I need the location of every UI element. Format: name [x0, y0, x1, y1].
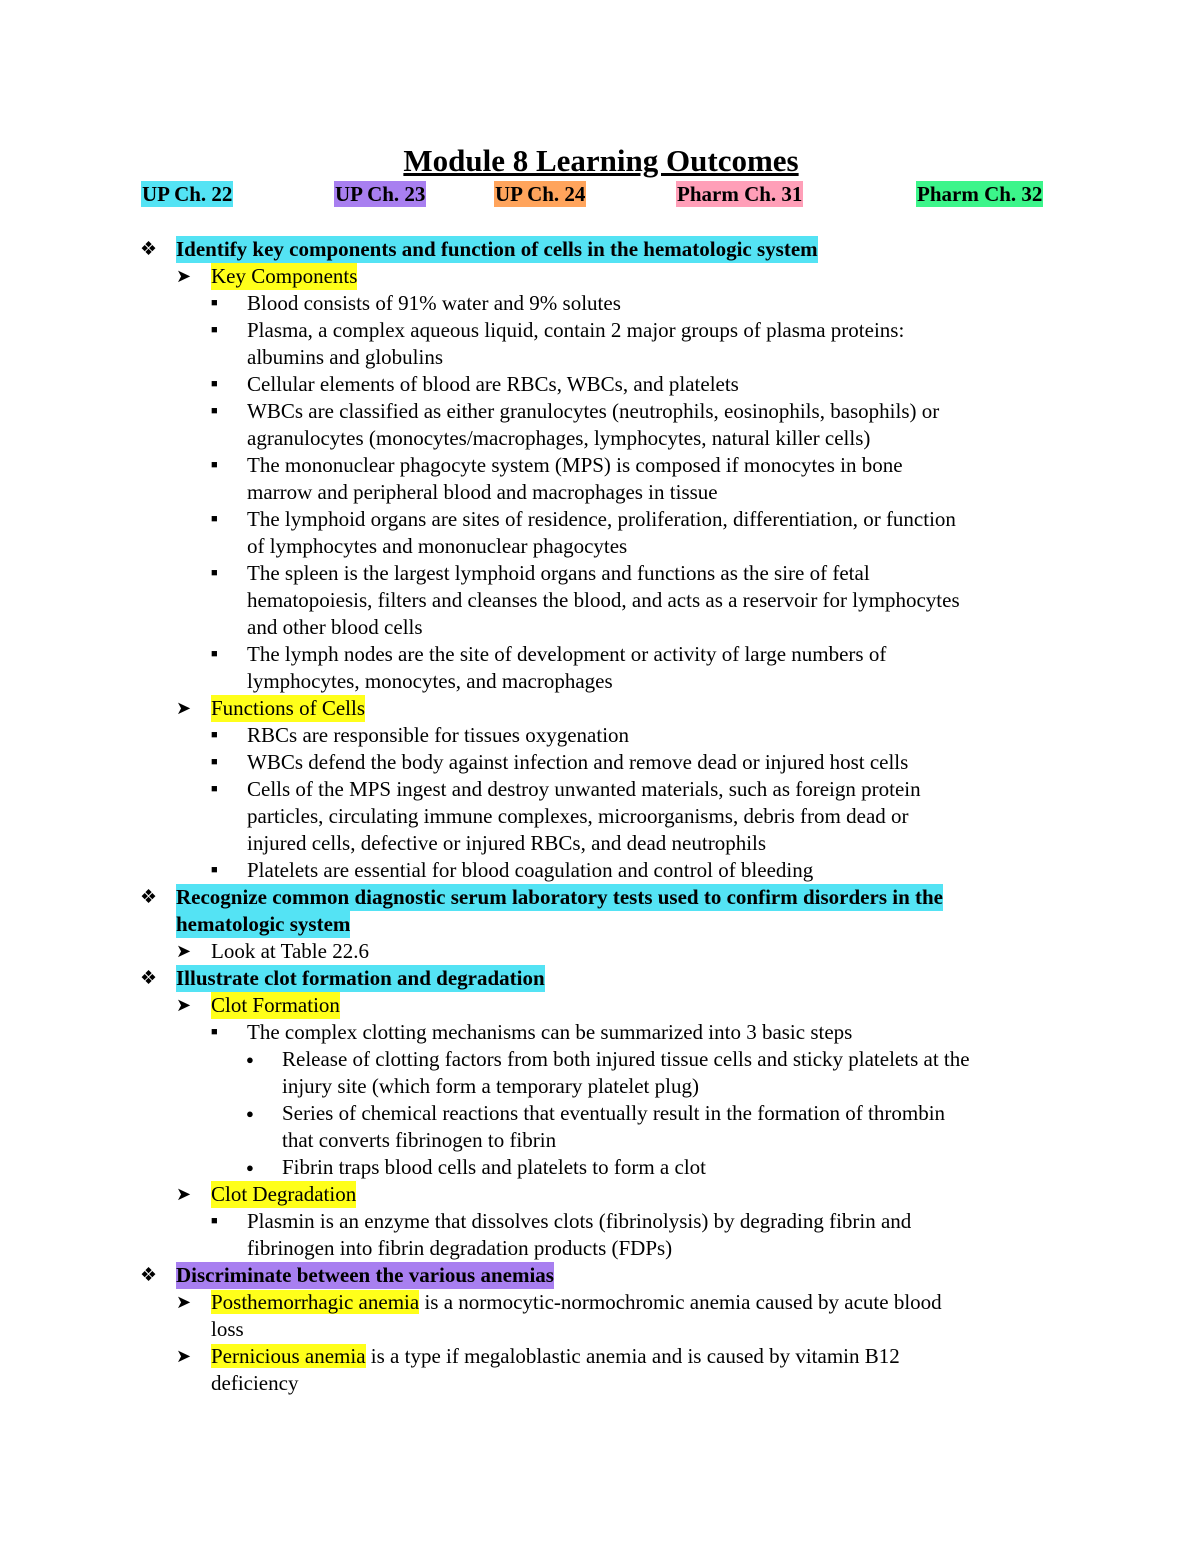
page-title [0, 141, 1200, 181]
outcome-heading-text: Identify key components and function of cells in the hematologic system [176, 237, 818, 261]
list-item-continuation [0, 344, 1200, 371]
list-item-text: fibrinogen into fibrin degradation products (FDPs) [247, 1236, 673, 1260]
list-item-text: agranulocytes (monocytes/macrophages, lymphocytes, natural killer cells) [247, 426, 871, 450]
anemia-item-continuation [0, 1316, 1200, 1343]
outcome-heading-text: Recognize common diagnostic serum laboratory tests used to confirm disorders in the [176, 885, 943, 909]
step-item-text: Series of chemical reactions that eventually result in the formation of thrombin [282, 1101, 946, 1125]
subheading [0, 992, 1200, 1019]
list-item-text: Blood consists of 91% water and 9% solutes [247, 291, 621, 315]
list-item-text: albumins and globulins [247, 345, 443, 369]
arrowhead-bullet-icon: ➤ [176, 698, 192, 718]
list-item-continuation [0, 425, 1200, 452]
square-bullet-icon: ■ [211, 459, 218, 471]
chapter-chip-pharm-32: Pharm Ch. 32 [917, 182, 1043, 206]
list-item-continuation [0, 479, 1200, 506]
list-item-continuation [0, 1235, 1200, 1262]
square-bullet-icon: ■ [211, 1215, 218, 1227]
chapter-chip-up-24: UP Ch. 24 [495, 182, 586, 206]
arrowhead-bullet-icon: ➤ [176, 1346, 192, 1366]
outline [0, 236, 1200, 1397]
square-bullet-icon: ■ [211, 648, 218, 660]
subheading-text: Functions of Cells [211, 696, 366, 720]
list-item-text: hematopoiesis, filters and cleanses the blood, and acts as a reservoir for lymphocytes [247, 588, 960, 612]
list-item-text: marrow and peripheral blood and macrophages in tissue [247, 480, 718, 504]
step-item-continuation [0, 1073, 1200, 1100]
round-bullet-icon: ● [246, 1106, 254, 1121]
chapter-legend [0, 181, 1200, 211]
list-item [0, 1019, 1200, 1046]
anemia-item [0, 1289, 1200, 1316]
list-item-text: Cellular elements of blood are RBCs, WBCs, and platelets [247, 372, 739, 396]
anemia-item-text [211, 1289, 942, 1316]
list-item [0, 506, 1200, 533]
round-bullet-icon: ● [246, 1052, 254, 1067]
chapter-chip-pharm-31: Pharm Ch. 31 [677, 182, 803, 206]
square-bullet-icon: ■ [211, 864, 218, 876]
square-bullet-icon: ■ [211, 378, 218, 390]
list-item-text: The lymph nodes are the site of development or activity of large numbers of [247, 642, 887, 666]
diamond-bullet-icon: ❖ [140, 968, 158, 989]
square-bullet-icon: ■ [211, 324, 218, 336]
list-item-text: of lymphocytes and mononuclear phagocytes [247, 534, 628, 558]
outcome-heading-text: Discriminate between the various anemias [176, 1263, 554, 1287]
anemia-description: is a type if megaloblastic anemia and is caused by vitamin B12 [365, 1344, 900, 1368]
square-bullet-icon: ■ [211, 405, 218, 417]
list-item-text: Plasma, a complex aqueous liquid, contain 2 major groups of plasma proteins: [247, 318, 905, 342]
list-item-text: particles, circulating immune complexes, microorganisms, debris from dead or [247, 804, 909, 828]
list-item-text: RBCs are responsible for tissues oxygenation [247, 723, 630, 747]
square-bullet-icon: ■ [211, 1026, 218, 1038]
arrowhead-bullet-icon: ➤ [176, 1292, 192, 1312]
list-item-continuation [0, 668, 1200, 695]
anemia-description: deficiency [211, 1371, 299, 1395]
arrowhead-bullet-icon: ➤ [176, 941, 192, 961]
square-bullet-icon: ■ [211, 756, 218, 768]
outcome-heading [0, 965, 1200, 992]
list-item-text: The mononuclear phagocyte system (MPS) is composed if monocytes in bone [247, 453, 903, 477]
list-item [0, 857, 1200, 884]
list-item-continuation [0, 830, 1200, 857]
list-item [0, 371, 1200, 398]
subheading-text: Key Components [211, 264, 358, 288]
subheading-text: Look at Table 22.6 [211, 939, 369, 963]
square-bullet-icon: ■ [211, 729, 218, 741]
outcome-heading [0, 236, 1200, 263]
step-item [0, 1046, 1200, 1073]
outcome-heading [0, 884, 1200, 911]
anemia-term: Pernicious anemia [211, 1344, 366, 1368]
step-item-text: that converts fibrinogen to fibrin [282, 1128, 557, 1152]
list-item [0, 749, 1200, 776]
subheading [0, 938, 1200, 965]
outcome-heading-text: Illustrate clot formation and degradation [176, 966, 545, 990]
step-item-text: injury site (which form a temporary platelet plug) [282, 1074, 699, 1098]
arrowhead-bullet-icon: ➤ [176, 266, 192, 286]
diamond-bullet-icon: ❖ [140, 887, 158, 908]
list-item [0, 452, 1200, 479]
outcome-heading-continuation [0, 911, 1200, 938]
diamond-bullet-icon: ❖ [140, 1265, 158, 1286]
list-item [0, 1208, 1200, 1235]
step-item-text: Release of clotting factors from both injured tissue cells and sticky platelets at the [282, 1047, 970, 1071]
list-item-text: lymphocytes, monocytes, and macrophages [247, 669, 613, 693]
subheading [0, 1181, 1200, 1208]
list-item-text: WBCs are classified as either granulocytes (neutrophils, eosinophils, basophils) or [247, 399, 940, 423]
step-item [0, 1154, 1200, 1181]
anemia-item-continuation [0, 1370, 1200, 1397]
outcome-heading [0, 1262, 1200, 1289]
list-item [0, 398, 1200, 425]
round-bullet-icon: ● [246, 1160, 254, 1175]
diamond-bullet-icon: ❖ [140, 239, 158, 260]
page-title-text: Module 8 Learning Outcomes [403, 143, 799, 178]
list-item-continuation [0, 614, 1200, 641]
list-item [0, 290, 1200, 317]
step-item [0, 1100, 1200, 1127]
list-item [0, 560, 1200, 587]
square-bullet-icon: ■ [211, 783, 218, 795]
step-item-text: Fibrin traps blood cells and platelets to form a clot [282, 1155, 706, 1179]
list-item [0, 776, 1200, 803]
arrowhead-bullet-icon: ➤ [176, 1184, 192, 1204]
anemia-item [0, 1343, 1200, 1370]
list-item [0, 317, 1200, 344]
list-item-continuation [0, 533, 1200, 560]
list-item-text: Platelets are essential for blood coagulation and control of bleeding [247, 858, 814, 882]
list-item-text: WBCs defend the body against infection and remove dead or injured host cells [247, 750, 909, 774]
list-item-continuation [0, 803, 1200, 830]
list-item-text: Plasmin is an enzyme that dissolves clots (fibrinolysis) by degrading fibrin and [247, 1209, 912, 1233]
list-item-text: and other blood cells [247, 615, 423, 639]
arrowhead-bullet-icon: ➤ [176, 995, 192, 1015]
list-item-text: injured cells, defective or injured RBCs, and dead neutrophils [247, 831, 767, 855]
anemia-description: is a normocytic-normochromic anemia caused by acute blood [419, 1290, 942, 1314]
square-bullet-icon: ■ [211, 513, 218, 525]
square-bullet-icon: ■ [211, 297, 218, 309]
list-item-text: The lymphoid organs are sites of residence, proliferation, differentiation, or function [247, 507, 956, 531]
list-item [0, 641, 1200, 668]
list-item-text: The complex clotting mechanisms can be summarized into 3 basic steps [247, 1020, 853, 1044]
anemia-item-text [211, 1343, 900, 1370]
subheading-text: Clot Formation [211, 993, 340, 1017]
subheading-text: Clot Degradation [211, 1182, 357, 1206]
step-item-continuation [0, 1127, 1200, 1154]
list-item-text: The spleen is the largest lymphoid organs and functions as the sire of fetal [247, 561, 870, 585]
subheading [0, 695, 1200, 722]
anemia-description: loss [211, 1317, 244, 1341]
chapter-chip-up-22: UP Ch. 22 [142, 182, 233, 206]
subheading [0, 263, 1200, 290]
square-bullet-icon: ■ [211, 567, 218, 579]
chapter-chip-up-23: UP Ch. 23 [335, 182, 426, 206]
anemia-term: Posthemorrhagic anemia [211, 1290, 420, 1314]
outcome-heading-text: hematologic system [176, 912, 351, 936]
list-item [0, 722, 1200, 749]
list-item-text: Cells of the MPS ingest and destroy unwanted materials, such as foreign protein [247, 777, 921, 801]
list-item-continuation [0, 587, 1200, 614]
